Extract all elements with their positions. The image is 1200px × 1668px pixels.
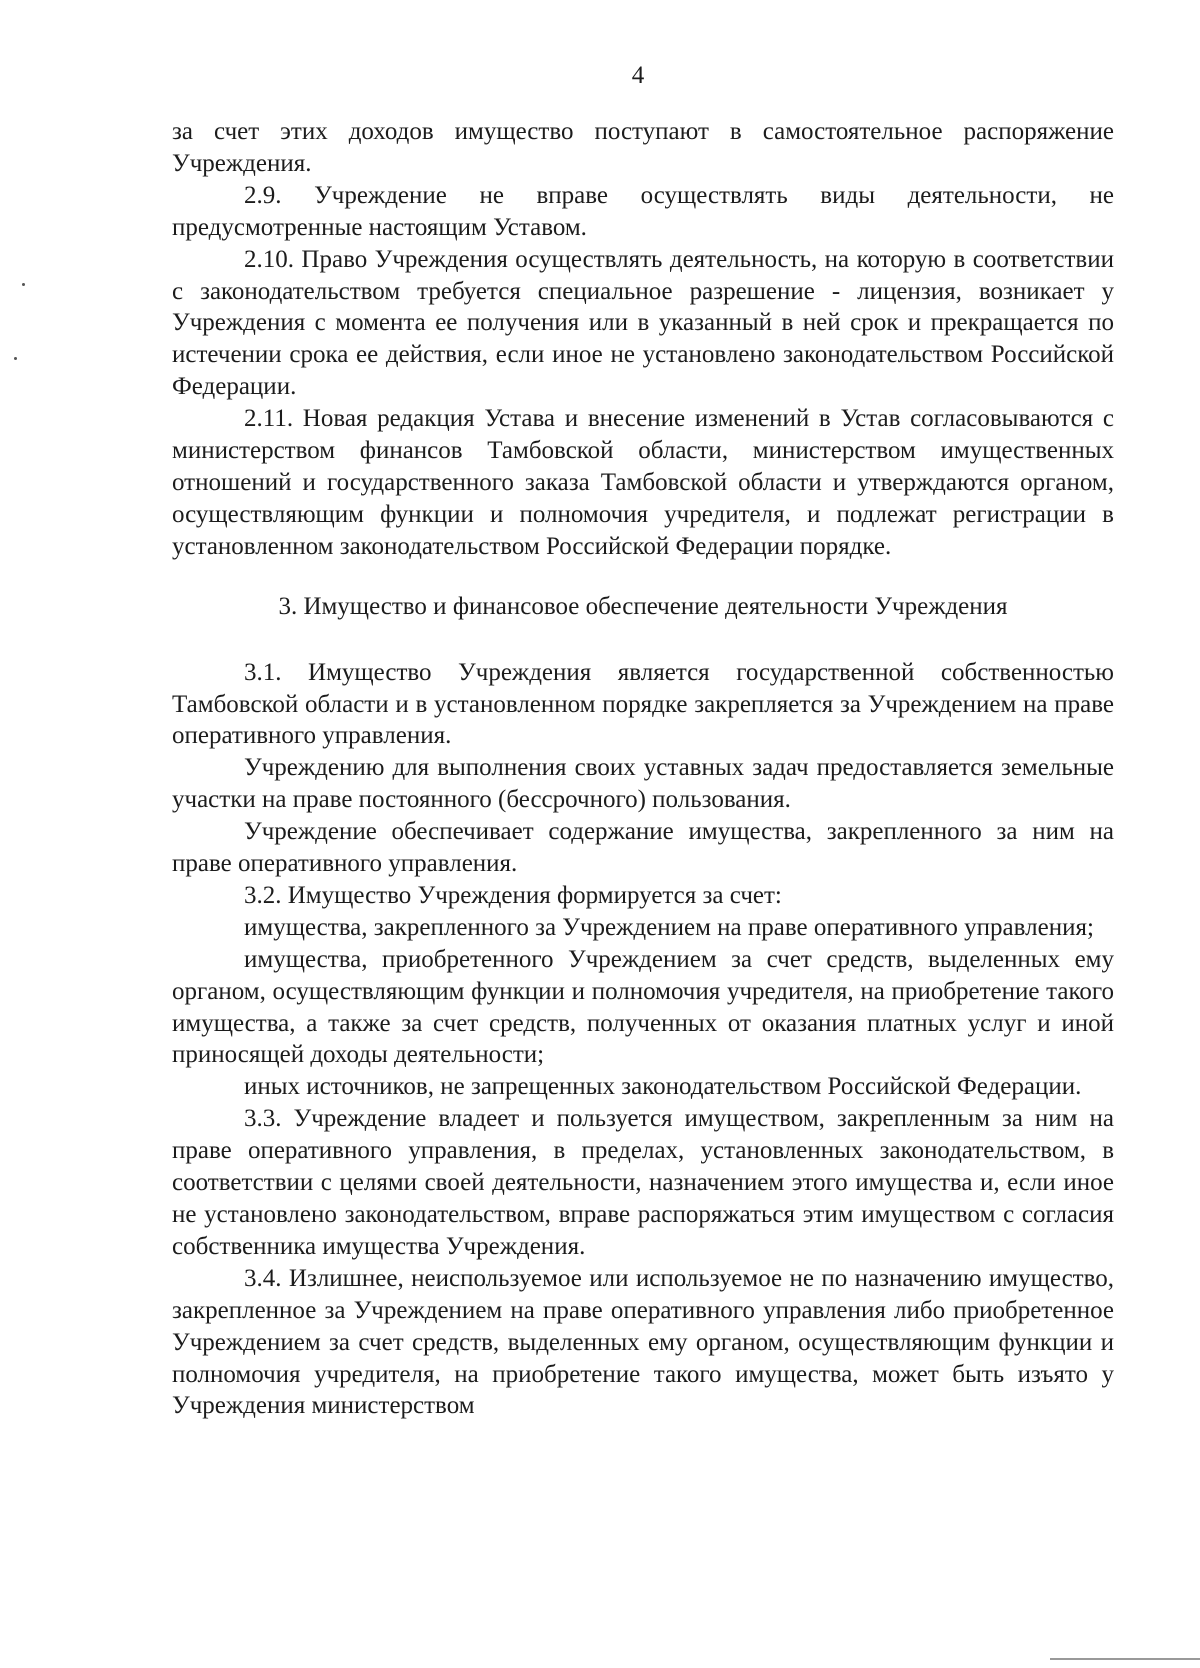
- paragraph: 3.4. Излишнее, неиспользуемое или используемое не по назначению имущество, закрепленное за Учреждением на праве оперативного управления либо приобретенное Учреждением за счет средств, выделенных ему органом, осуществляющим функции и полномочия учредителя, на приобретение такого имущества, может быть изъято у Учреждения министерством: [172, 1264, 1114, 1420]
- paragraph: 3.1. Имущество Учреждения является государственной собственностью Тамбовской области и в установленном порядке закрепляется за Учреждением на праве оперативного управления.: [172, 658, 1114, 750]
- paragraph: Учреждению для выполнения своих уставных задач предоставляется земельные участки на праве постоянного (бессрочного) пользования.: [172, 754, 1114, 814]
- scan-margin-dot: [14, 357, 17, 360]
- page-number: 4: [631, 62, 645, 89]
- section-heading: 3. Имущество и финансовое обеспечение деятельности Учреждения: [278, 592, 1008, 620]
- scan-edge-line: [1050, 1658, 1200, 1660]
- paragraph: имущества, приобретенного Учреждением за счет средств, выделенных ему органом, осуществляющим функции и полномочия учредителя, на приобретение такого имущества, а также за счет средств, полученных от оказания платных услуг и иной приносящей доходы деятельности;: [172, 945, 1114, 1069]
- scan-margin-dot: [22, 283, 25, 286]
- paragraph: 2.9. Учреждение не вправе осуществлять виды деятельности, не предусмотренные настоящим Уставом.: [172, 181, 1114, 241]
- paragraph: иных источников, не запрещенных законодательством Российской Федерации.: [244, 1073, 1082, 1101]
- paragraph: 3.3. Учреждение владеет и пользуется имуществом, закрепленным за ним на праве оперативного управления, в пределах, установленных законодательством, в соответствии с целями своей деятельности, назначением этого имущества и, если иное не установлено законодательством, вправе распоряжаться этим имуществом с согласия собственника имущества Учреждения.: [172, 1105, 1114, 1260]
- document-body: [172, 116, 1114, 1422]
- paragraph: Учреждение обеспечивает содержание имущества, закрепленного за ним на праве оперативного управления.: [172, 818, 1114, 878]
- paragraph: 3.2. Имущество Учреждения формируется за счет:: [244, 881, 782, 909]
- paragraph: 2.10. Право Учреждения осуществлять деятельность, на которую в соответствии с законодательством требуется специальное разрешение - лицензия, возникает у Учреждения с момента ее получения или в указанный в ней срок и прекращается по истечении срока ее действия, если иное не установлено законодательством Российской Федерации.: [172, 245, 1114, 401]
- paragraph: имущества, закрепленного за Учреждением на праве оперативного управления;: [244, 913, 1094, 941]
- paragraph: за счет этих доходов имущество поступают в самостоятельное распоряжение Учреждения.: [172, 118, 1114, 177]
- paragraph: 2.11. Новая редакция Устава и внесение изменений в Устав согласовываются с министерством финансов Тамбовской области, министерством имущественных отношений и государственного заказа Тамбовской области и утверждаются органом, осуществляющим функции и полномочия учредителя, и подлежат регистрации в установленном законодательством Российской Федерации порядке.: [172, 405, 1114, 560]
